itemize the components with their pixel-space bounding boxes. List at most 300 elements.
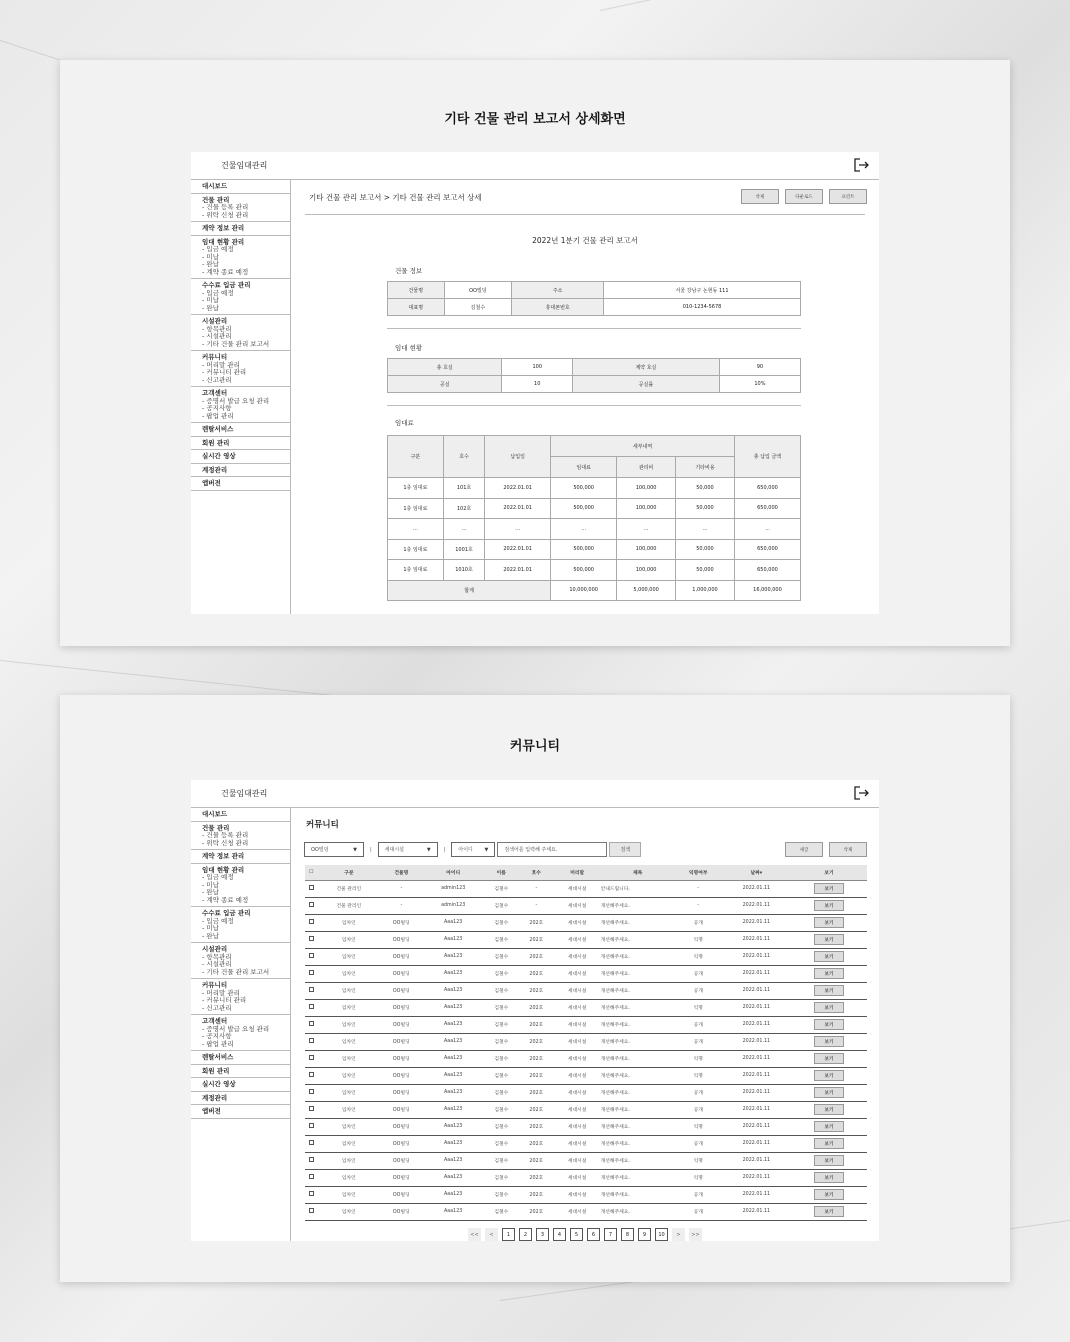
sidebar-subitem[interactable]: - 기타 건물 관리 보고서: [202, 969, 286, 977]
table-cell: -: [675, 880, 722, 897]
sidebar-subitem[interactable]: - 계약 종료 예정: [202, 897, 286, 905]
sidebar-subitem[interactable]: - 공지사항: [202, 1033, 286, 1041]
sidebar-item[interactable]: 건물 관리: [202, 823, 230, 832]
table-cell: OO빌딩: [380, 1016, 423, 1033]
table-row: [388, 498, 801, 519]
table-cell: 건물 관리인: [318, 880, 380, 897]
view-button[interactable]: 보기: [814, 1189, 844, 1200]
row-checkbox[interactable]: [309, 1106, 314, 1111]
sidebar-item[interactable]: 실시간 영상: [202, 452, 236, 460]
sidebar-section: [191, 279, 290, 315]
sidebar-section: [191, 222, 290, 236]
view-button[interactable]: 보기: [814, 968, 844, 979]
view-button[interactable]: 보기: [814, 1036, 844, 1047]
table-cell: 김철수: [484, 1016, 519, 1033]
table-cell: 50,000: [676, 560, 735, 581]
table-cell: 개선해주세요.: [601, 931, 675, 948]
page-button[interactable]: 8: [621, 1228, 634, 1241]
page-button[interactable]: 2: [519, 1228, 532, 1241]
page-button[interactable]: 9: [638, 1228, 651, 1241]
table-cell: 공개: [675, 1203, 722, 1220]
table-cell: 2022.01.11: [722, 1101, 791, 1118]
table-cell: 김철수: [484, 1101, 519, 1118]
table-cell: 공개: [675, 1033, 722, 1050]
sidebar-subitem[interactable]: - 계약 종료 예정: [202, 269, 286, 277]
view-button[interactable]: 보기: [814, 1104, 844, 1115]
row-checkbox-cell: [305, 897, 318, 914]
sidebar-item[interactable]: 고객센터: [202, 1017, 228, 1025]
sidebar-subitem[interactable]: - 미납: [202, 254, 286, 262]
table-cell: 익명: [675, 948, 722, 965]
separator: |: [443, 846, 446, 853]
row-checkbox-cell: [305, 914, 318, 931]
table-cell: 개선해주세요.: [601, 999, 675, 1016]
page-button[interactable]: 4: [553, 1228, 566, 1241]
table-cell: ...: [388, 519, 444, 540]
cell-value: 010-1234-5678: [604, 299, 801, 316]
table-cell: 1층 임대료: [388, 498, 444, 519]
search-button[interactable]: 검색: [609, 842, 641, 857]
table-cell: 650,000: [734, 560, 800, 581]
cell-label: 공실률: [573, 376, 720, 393]
table-cell: 입차인: [318, 965, 380, 982]
sidebar-subitem[interactable]: - 미납: [202, 297, 286, 305]
sidebar-subitem[interactable]: - 입금 예정: [202, 918, 286, 926]
table-cell: 익명: [675, 999, 722, 1016]
sidebar-subitem[interactable]: - 위탁 신청 관리: [202, 212, 286, 220]
report-detail-card: [60, 60, 1010, 646]
sidebar-subitem[interactable]: - 커뮤니티 관리: [202, 369, 286, 377]
sidebar-subitem[interactable]: - 시설관리: [202, 961, 286, 969]
sidebar-item[interactable]: 렌탈서비스: [202, 425, 234, 433]
view-button[interactable]: 보기: [814, 1155, 844, 1166]
table-cell: 개선해주세요.: [601, 1118, 675, 1135]
table-cell: OO빌딩: [380, 1084, 423, 1101]
table-cell: Aaa123: [423, 1135, 484, 1152]
new-post-button[interactable]: 새글: [785, 842, 823, 857]
view-cell: [791, 914, 867, 931]
view-button[interactable]: 보기: [814, 1121, 844, 1132]
search-input[interactable]: 검색어를 입력해 주세요.: [497, 842, 607, 857]
row-checkbox[interactable]: [309, 936, 314, 941]
table-cell: 세대시설: [554, 1152, 601, 1169]
sidebar-subitem[interactable]: - 입금 예정: [202, 246, 286, 254]
logout-icon[interactable]: [853, 158, 869, 172]
table-cell: 개선해주세요.: [601, 1135, 675, 1152]
sidebar-item[interactable]: 고객센터: [202, 389, 228, 397]
row-checkbox[interactable]: [309, 1004, 314, 1009]
sidebar-item[interactable]: 수수료 입금 관리: [202, 909, 251, 917]
delete-button[interactable]: 삭제: [829, 842, 867, 857]
sidebar-item[interactable]: 렌탈서비스: [202, 1053, 234, 1061]
category-select[interactable]: [378, 842, 438, 857]
sidebar-subitem[interactable]: - 증명서 발급 요청 관리: [202, 1026, 286, 1034]
sidebar-section: [191, 450, 290, 464]
table-cell: 개선해주세요.: [601, 1169, 675, 1186]
sidebar-section: [191, 1051, 290, 1065]
table-cell: 김철수: [484, 1203, 519, 1220]
total-cell: 16,000,000: [734, 580, 800, 600]
sidebar-item[interactable]: 건물 관리: [202, 195, 230, 204]
page-button[interactable]: 5: [570, 1228, 583, 1241]
sidebar-subitem[interactable]: - 커뮤니티 관리: [202, 997, 286, 1005]
row-checkbox[interactable]: [309, 1055, 314, 1060]
table-cell: OO빌딩: [380, 948, 423, 965]
table-cell: 50,000: [676, 478, 735, 499]
table-cell: 입차인: [318, 914, 380, 931]
table-cell: 김철수: [484, 1033, 519, 1050]
table-cell: 공개: [675, 1084, 722, 1101]
table-cell: 개선해주세요.: [601, 982, 675, 999]
sidebar-item[interactable]: 회원 관리: [202, 1066, 230, 1075]
sidebar-subitem[interactable]: - 시설관리: [202, 333, 286, 341]
chevron-down-icon: ▼: [353, 846, 357, 853]
delete-button[interactable]: 삭제: [741, 189, 779, 204]
table-cell: 김철수: [484, 982, 519, 999]
page-nav-button[interactable]: >: [672, 1228, 685, 1241]
sidebar-subitem[interactable]: - 항목관리: [202, 326, 286, 334]
table-cell: 개선해주세요.: [601, 1084, 675, 1101]
page-button[interactable]: 6: [587, 1228, 600, 1241]
sidebar-section: [191, 351, 290, 387]
field-select[interactable]: [451, 842, 495, 857]
table-cell: admin123: [423, 897, 484, 914]
row-checkbox[interactable]: [309, 1208, 314, 1213]
sidebar-subitem[interactable]: - 완납: [202, 261, 286, 269]
view-button[interactable]: 보기: [814, 1138, 844, 1149]
table-cell: Aaa123: [423, 1152, 484, 1169]
table-cell: 입차인: [318, 1203, 380, 1220]
table-cell: 익명: [675, 1169, 722, 1186]
page-button[interactable]: 10: [655, 1228, 668, 1241]
table-cell: -: [675, 897, 722, 914]
view-button[interactable]: 보기: [814, 985, 844, 996]
sidebar-item[interactable]: 앱버전: [202, 1107, 221, 1115]
row-checkbox-cell: [305, 1135, 318, 1152]
row-checkbox[interactable]: [309, 1021, 314, 1026]
table-cell: ...: [676, 519, 735, 540]
sidebar-section: [191, 477, 290, 491]
table-cell: 김철수: [484, 999, 519, 1016]
cell-label: 계약 호실: [573, 359, 720, 376]
table-cell: 1층 임대료: [388, 560, 444, 581]
cell-label: 공실: [388, 376, 502, 393]
table-cell: 개선해주세요.: [601, 948, 675, 965]
header-cell: 기타비용: [676, 457, 735, 478]
table-cell: 세대시설: [554, 897, 601, 914]
row-checkbox[interactable]: [309, 1191, 314, 1196]
table-row: [305, 1050, 867, 1067]
row-checkbox[interactable]: [309, 902, 314, 907]
sidebar-subitem[interactable]: - 머리말 관리: [202, 362, 286, 370]
row-checkbox[interactable]: [309, 1123, 314, 1128]
table-cell: 2022.01.11: [722, 931, 791, 948]
row-checkbox[interactable]: [309, 987, 314, 992]
table-cell: 세대시설: [554, 1169, 601, 1186]
table-cell: 개선해주세요.: [601, 1016, 675, 1033]
table-cell: 202호: [519, 982, 554, 999]
row-checkbox-cell: [305, 1067, 318, 1084]
table-cell: 입차인: [318, 982, 380, 999]
page-button[interactable]: 7: [604, 1228, 617, 1241]
sidebar-item[interactable]: 앱버전: [202, 479, 221, 487]
table-cell: 김철수: [484, 880, 519, 897]
column-header[interactable]: ☐: [305, 865, 318, 880]
sidebar-item[interactable]: 계약 정보 관리: [202, 852, 245, 860]
table-row: [305, 982, 867, 999]
row-checkbox-cell: [305, 1118, 318, 1135]
sidebar-subitem[interactable]: - 신고관리: [202, 1005, 286, 1013]
column-header[interactable]: 날짜▾: [722, 865, 791, 880]
table-cell: 500,000: [551, 539, 617, 560]
sidebar-subitem[interactable]: - 위탁 신청 관리: [202, 840, 286, 848]
page-title: 커뮤니티: [306, 820, 339, 830]
sidebar-subitem[interactable]: - 입금 예정: [202, 290, 286, 298]
action-buttons: [785, 842, 867, 857]
sidebar-section: [191, 850, 290, 864]
sidebar-section: [191, 822, 290, 851]
page-nav-button[interactable]: <<: [468, 1228, 481, 1241]
table-cell: 세대시설: [554, 1186, 601, 1203]
table-cell: 650,000: [734, 498, 800, 519]
table-cell: OO빌딩: [380, 1067, 423, 1084]
select-value: OO빌딩: [311, 847, 329, 853]
view-button[interactable]: 보기: [814, 1070, 844, 1081]
sidebar-item[interactable]: 커뮤니티: [202, 353, 228, 361]
table-cell: 202호: [519, 1084, 554, 1101]
row-checkbox[interactable]: [309, 970, 314, 975]
row-checkbox[interactable]: [309, 1174, 314, 1179]
table-cell: Aaa123: [423, 982, 484, 999]
cell-label: 주소: [512, 282, 604, 299]
table-cell: OO빌딩: [380, 931, 423, 948]
table-cell: 김철수: [484, 1135, 519, 1152]
table-cell: 세대시설: [554, 1118, 601, 1135]
view-cell: [791, 965, 867, 982]
sidebar-subitem[interactable]: - 건물 등록 관리: [202, 204, 286, 212]
view-button[interactable]: 보기: [814, 1002, 844, 1013]
total-cell: 5,000,000: [617, 580, 676, 600]
row-checkbox[interactable]: [309, 885, 314, 890]
page-button[interactable]: 3: [536, 1228, 549, 1241]
row-checkbox[interactable]: [309, 1072, 314, 1077]
page-nav-button[interactable]: <: [485, 1228, 498, 1241]
sidebar-subitem[interactable]: - 팝업 관리: [202, 413, 286, 421]
view-button[interactable]: 보기: [814, 900, 844, 911]
table-cell: 개선해주세요.: [601, 1050, 675, 1067]
view-button[interactable]: 보기: [814, 883, 844, 894]
cell-value: 90: [719, 359, 800, 376]
view-button[interactable]: 보기: [814, 1172, 844, 1183]
sidebar-item[interactable]: 시설관리: [202, 945, 228, 953]
select-value: 세대시설: [384, 847, 405, 853]
table-cell: Aaa123: [423, 1050, 484, 1067]
table-cell: -: [380, 897, 423, 914]
sidebar-subitem[interactable]: - 항목관리: [202, 954, 286, 962]
table-cell: 2022.01.11: [722, 914, 791, 931]
sidebar-section: [191, 1065, 290, 1079]
brand-label: 건물임대관리: [221, 161, 268, 170]
view-button[interactable]: 보기: [814, 934, 844, 945]
sidebar-subitem[interactable]: - 팝업 관리: [202, 1041, 286, 1049]
sidebar-subitem[interactable]: - 미납: [202, 925, 286, 933]
sidebar-item[interactable]: 계약 정보 관리: [202, 224, 245, 232]
table-cell: 2022.01.11: [722, 1152, 791, 1169]
view-cell: [791, 1067, 867, 1084]
cell-label: 총 호실: [388, 359, 502, 376]
print-button[interactable]: 프린트: [829, 189, 867, 204]
table-cell: 1층 임대료: [388, 478, 444, 499]
view-button[interactable]: 보기: [814, 1206, 844, 1217]
sidebar-section: [191, 907, 290, 943]
row-checkbox-cell: [305, 1050, 318, 1067]
sidebar-item[interactable]: 임대 현황 관리: [202, 865, 245, 874]
building-info-table: [387, 281, 801, 316]
sidebar-subitem[interactable]: - 미납: [202, 882, 286, 890]
view-button[interactable]: 보기: [814, 1019, 844, 1030]
table-cell: 2022.01.11: [722, 1067, 791, 1084]
sidebar-item[interactable]: 커뮤니티: [202, 981, 228, 989]
table-cell: 개선해주세요.: [601, 914, 675, 931]
building-select[interactable]: [304, 842, 364, 857]
table-cell: 입차인: [318, 999, 380, 1016]
sidebar-subitem[interactable]: - 증명서 발급 요청 관리: [202, 398, 286, 406]
table-cell: -: [519, 880, 554, 897]
sidebar-item[interactable]: 임대 현황 관리: [202, 237, 245, 246]
row-checkbox[interactable]: [309, 953, 314, 958]
column-header: 보기: [791, 865, 867, 880]
table-cell: 김철수: [484, 965, 519, 982]
view-button[interactable]: 보기: [814, 1053, 844, 1064]
table-cell: 공개: [675, 1016, 722, 1033]
table-cell: OO빌딩: [380, 1118, 423, 1135]
sidebar-subitem[interactable]: - 완납: [202, 305, 286, 313]
cell-label: 건물명: [388, 282, 445, 299]
sidebar-section: [191, 194, 290, 223]
table-cell: 500,000: [551, 478, 617, 499]
sidebar-section: [191, 423, 290, 437]
cell-label: 휴대폰번호: [512, 299, 604, 316]
table-cell: 202호: [519, 948, 554, 965]
table-cell: ...: [617, 519, 676, 540]
table-cell: 202호: [519, 1203, 554, 1220]
table-cell: Aaa123: [423, 1203, 484, 1220]
table-row: [305, 1118, 867, 1135]
table-cell: 입차인: [318, 1152, 380, 1169]
page-button[interactable]: 1: [502, 1228, 515, 1241]
row-checkbox-cell: [305, 1152, 318, 1169]
page-nav-button[interactable]: >>: [689, 1228, 702, 1241]
table-row: [305, 948, 867, 965]
table-cell: 500,000: [551, 498, 617, 519]
sidebar-item[interactable]: 회원 관리: [202, 438, 230, 447]
column-header: 구분: [318, 865, 380, 880]
view-cell: [791, 897, 867, 914]
card-title: 기타 건물 관리 보고서 상세화면: [444, 112, 626, 127]
table-cell: 202호: [519, 1152, 554, 1169]
sidebar-section: [191, 979, 290, 1015]
logout-icon[interactable]: [853, 786, 869, 800]
table-cell: Aaa123: [423, 948, 484, 965]
table-cell: 입차인: [318, 1016, 380, 1033]
table-cell: 2022.01.11: [722, 897, 791, 914]
sidebar-subitem[interactable]: - 기타 건물 관리 보고서: [202, 341, 286, 349]
row-checkbox[interactable]: [309, 1038, 314, 1043]
select-value: 아이디: [458, 847, 473, 853]
table-row: [305, 965, 867, 982]
row-checkbox[interactable]: [309, 1140, 314, 1145]
table-cell: 건물 관리인: [318, 897, 380, 914]
sidebar-subitem[interactable]: - 건물 등록 관리: [202, 832, 286, 840]
table-cell: 1층 임대료: [388, 539, 444, 560]
row-checkbox[interactable]: [309, 1089, 314, 1094]
column-header: 제목: [601, 865, 675, 880]
table-cell: OO빌딩: [380, 1135, 423, 1152]
table-cell: 2022.01.01: [485, 498, 551, 519]
sidebar-subitem[interactable]: - 입금 예정: [202, 874, 286, 882]
sidebar-item[interactable]: 대시보드: [202, 182, 228, 190]
table-cell: 102호: [443, 498, 484, 519]
table-cell: 입차인: [318, 1135, 380, 1152]
sidebar-item[interactable]: 계정관리: [202, 1093, 228, 1102]
table-cell: 개선해주세요.: [601, 1067, 675, 1084]
row-checkbox[interactable]: [309, 919, 314, 924]
table-cell: OO빌딩: [380, 1152, 423, 1169]
row-checkbox-cell: [305, 1033, 318, 1050]
row-checkbox-cell: [305, 1084, 318, 1101]
sidebar-section: [191, 943, 290, 979]
table-cell: Aaa123: [423, 1186, 484, 1203]
row-checkbox-cell: [305, 948, 318, 965]
sidebar-item[interactable]: 시설관리: [202, 317, 228, 325]
cell-value: OO빌딩: [444, 282, 512, 299]
rent-label: 임대료: [395, 419, 414, 427]
table-cell: Aaa123: [423, 1067, 484, 1084]
table-row: [305, 1101, 867, 1118]
sidebar-item[interactable]: 수수료 입금 관리: [202, 281, 251, 289]
table-cell: 김철수: [484, 948, 519, 965]
table-cell: 2022.01.11: [722, 1118, 791, 1135]
table-cell: 공개: [675, 1186, 722, 1203]
sidebar-subitem[interactable]: - 완납: [202, 933, 286, 941]
row-checkbox[interactable]: [309, 1157, 314, 1162]
sidebar-subitem[interactable]: - 신고관리: [202, 377, 286, 385]
view-button[interactable]: 보기: [814, 917, 844, 928]
table-cell: 공개: [675, 982, 722, 999]
sidebar-item[interactable]: 계정관리: [202, 465, 228, 474]
table-row: [305, 1135, 867, 1152]
table-cell: 202호: [519, 1016, 554, 1033]
table-cell: 세대시설: [554, 999, 601, 1016]
sidebar-item[interactable]: 대시보드: [202, 810, 228, 818]
table-cell: 세대시설: [554, 948, 601, 965]
chevron-down-icon: ▼: [484, 846, 489, 853]
table-cell: 500,000: [551, 560, 617, 581]
download-button[interactable]: 다운로드: [785, 189, 823, 204]
view-button[interactable]: 보기: [814, 951, 844, 962]
view-cell: [791, 1050, 867, 1067]
table-row: [305, 1033, 867, 1050]
sidebar-subitem[interactable]: - 머리말 관리: [202, 990, 286, 998]
table-cell: 2022.01.11: [722, 948, 791, 965]
row-checkbox-cell: [305, 1169, 318, 1186]
sidebar-subitem[interactable]: - 공지사항: [202, 405, 286, 413]
sidebar-item[interactable]: 실시간 영상: [202, 1080, 236, 1088]
view-button[interactable]: 보기: [814, 1087, 844, 1098]
sidebar-subitem[interactable]: - 완납: [202, 889, 286, 897]
sidebar-section: [191, 464, 290, 478]
table-cell: 100,000: [617, 560, 676, 581]
